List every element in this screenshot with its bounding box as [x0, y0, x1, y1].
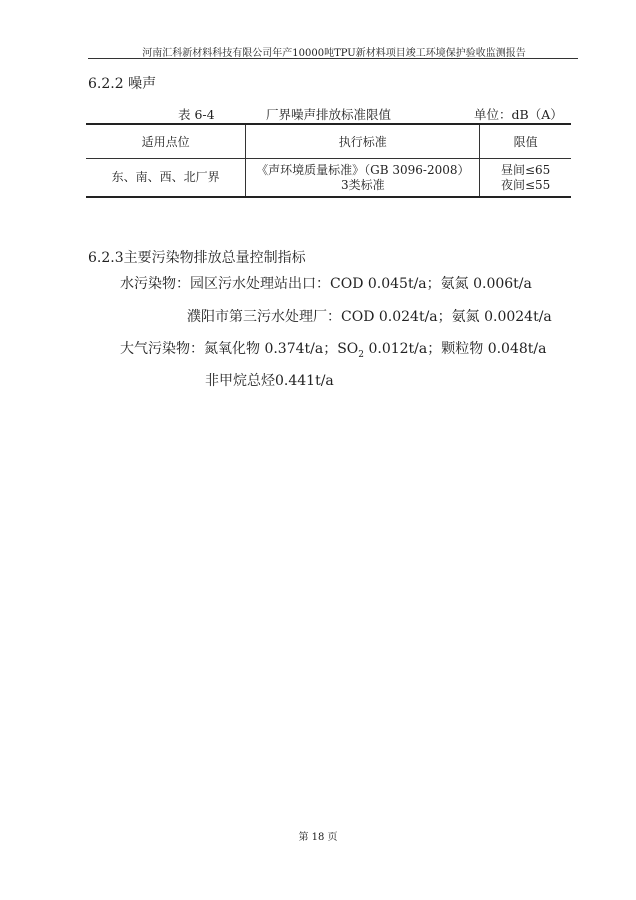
standard-line1: 《声环境质量标准》（GB 3096-2008）: [256, 162, 470, 177]
limit-day: 昼间≤65: [500, 162, 551, 177]
section-title-noise: 6.2.2 噪声: [88, 76, 157, 92]
water-text-1: 园区污水处理站出口：COD 0.045t/a；氨氮 0.006t/a: [190, 276, 532, 292]
table-row: [86, 159, 571, 198]
section-title-total-control: 6.2.3主要污染物排放总量控制指标: [88, 250, 306, 266]
header-limit: 限值: [480, 124, 571, 159]
limit-night: 夜间≤55: [500, 177, 551, 192]
standard-line2: 3类标准: [340, 177, 385, 192]
air-text-pre: 氮氧化物 0.374t/a；SO: [204, 341, 359, 357]
header-location: 适用点位: [141, 135, 190, 149]
noise-limit-table: [86, 123, 571, 198]
air-line-2: 非甲烷总烃0.441t/a: [205, 373, 334, 389]
cell-limit: [480, 159, 571, 198]
header-rule: [88, 58, 578, 59]
air-label: 大气污染物：: [120, 341, 204, 357]
table-label: 表 6-4: [178, 107, 215, 122]
table-unit: 单位：dB（A）: [474, 107, 563, 122]
water-line-2: 濮阳市第三污水处理厂：COD 0.024t/a；氨氮 0.0024t/a: [187, 309, 552, 325]
table-title: 厂界噪声排放标准限值: [266, 107, 392, 122]
air-line-1: [120, 338, 546, 360]
cell-standard: [246, 159, 480, 198]
page-header: 河南汇科新材料科技有限公司年产10000吨TPU新材料项目竣工环境保护验收监测报告: [142, 48, 526, 59]
header-standard: 执行标准: [246, 124, 480, 159]
air-text-post: 0.012t/a；颗粒物 0.048t/a: [364, 341, 547, 357]
table-header-row: [86, 124, 571, 159]
water-label: 水污染物：: [120, 276, 190, 292]
cell-location: 东、南、西、北厂界: [111, 170, 220, 184]
water-line-1: [120, 273, 532, 293]
page-number: 第 18 页: [298, 832, 338, 843]
so2-subscript: 2: [358, 349, 365, 360]
